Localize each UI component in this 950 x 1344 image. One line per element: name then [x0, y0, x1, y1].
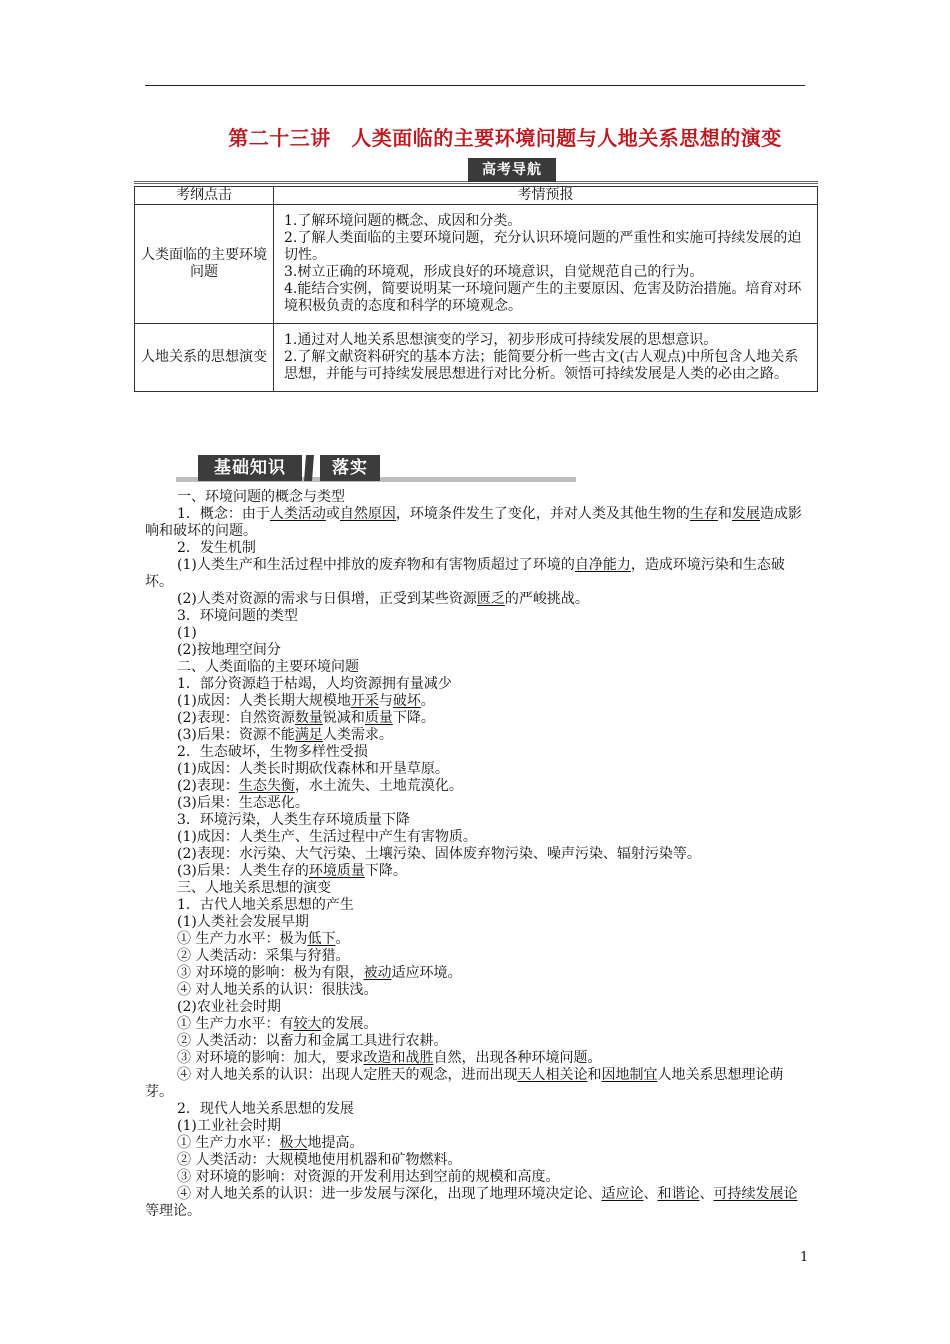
subsection-heading: 1．部分资源趋于枯竭，人均资源拥有量减少: [177, 676, 452, 692]
table-header-cell: 考情预报: [274, 187, 818, 205]
blank-answer: 环境质量: [308, 863, 365, 879]
list-item: (2)按地理空间分: [177, 642, 281, 658]
text: ③ 对环境的影响：加大，要求: [177, 1050, 364, 1066]
list-item: [145, 710, 807, 727]
text: (3)后果：人类生存的: [177, 863, 309, 879]
list-item: ③ 对环境的影响：对资源的开发利用达到空前的规模和高度。: [177, 1169, 560, 1185]
blank-answer: 破坏: [392, 693, 421, 709]
text: 下降。: [364, 863, 407, 879]
list-item: (1)工业社会时期: [177, 1118, 281, 1134]
banner-tab-basics: 基础知识: [198, 455, 302, 481]
detail-item: 2.了解文献资料研究的基本方法；能简要分析一些古文(古人观点)中所包含人地关系思想，并能与可持续发展思想进行对比分析。领悟可持续发展是人类的必由之路。: [284, 349, 799, 382]
list-item: ② 人类活动：采集与狩猎。: [177, 948, 350, 964]
section-banner: [176, 455, 576, 485]
blank-answer: 匮乏: [476, 591, 505, 607]
blank-answer: 适应论: [601, 1186, 644, 1202]
detail-item: 4.能结合实例，简要说明某一环境问题产生的主要原因、危害及防治措施。培育对环境积极负责的态度和科学的环境观念。: [284, 281, 802, 314]
page-title: 第二十三讲 人类面临的主要环境问题与人地关系思想的演变: [228, 126, 782, 150]
detail-item: 2.了解人类面临的主要环境问题，充分认识环境问题的严重性和实施可持续发展的迫切性。: [284, 230, 802, 263]
list-item: [145, 1050, 807, 1067]
detail-item: 1.通过对人地关系思想演变的学习，初步形成可持续发展的思想意识。: [284, 332, 718, 348]
text: 人类需求。: [322, 727, 393, 743]
list-item: [145, 1135, 807, 1152]
list-item: [145, 1016, 807, 1033]
list-item: (1)人类社会发展早期: [177, 914, 309, 930]
section-heading: 一、环境问题的概念与类型: [177, 489, 345, 505]
text: (2)表现：自然资源: [177, 710, 295, 726]
section-heading: 三、人地关系思想的演变: [177, 880, 331, 896]
text: 和: [587, 1067, 602, 1083]
list-item: [145, 1186, 807, 1220]
text: 的发展。: [321, 1016, 378, 1032]
list-item: (2)农业社会时期: [177, 999, 281, 1015]
blank-answer: 自然原因: [339, 506, 396, 522]
text: 、: [643, 1186, 658, 1202]
blank-answer: 较大: [293, 1016, 322, 1032]
blank-answer: 人类活动: [269, 506, 326, 522]
list-item: [145, 1067, 807, 1101]
text: 与: [378, 693, 393, 709]
table-topic-cell: 人类面临的主要环境问题: [135, 205, 274, 324]
banner-slash-icon: [302, 455, 320, 481]
text: 和: [717, 506, 732, 522]
text: (3)后果：资源不能: [177, 727, 295, 743]
list-item: (1)成因：人类长时期砍伐森林和开垦草原。: [177, 761, 449, 777]
text: 适应环境。: [391, 965, 462, 981]
table-detail-cell: [274, 324, 818, 392]
blank-answer: 生态失衡: [238, 778, 295, 794]
subsection-heading: 1．古代人地关系思想的产生: [177, 897, 354, 913]
table-detail-cell: [274, 205, 818, 324]
blank-answer: 生存: [689, 506, 718, 522]
text: 锐减和: [322, 710, 365, 726]
text: ④ 对人地关系的认识：进一步发展与深化，出现了地理环境决定论、: [177, 1186, 602, 1202]
header-rule: [145, 85, 805, 86]
list-item: [145, 693, 807, 710]
page-number: 1: [800, 1250, 809, 1265]
list-item: [145, 778, 807, 795]
blank-answer: 低下: [307, 931, 336, 947]
text: 造成影响和破坏的问题。: [145, 506, 802, 539]
list-item: ④ 对人地关系的认识：很肤浅。: [177, 982, 378, 998]
list-item: (1)成因：人类生产、生活过程中产生有害物质。: [177, 829, 477, 845]
blank-answer: 天人相关论: [517, 1067, 588, 1083]
subsection-heading: 3．环境问题的类型: [177, 608, 298, 624]
subsection-heading: 2．生态破坏，生物多样性受损: [177, 744, 368, 760]
text: (1)成因：人类长期大规模地: [177, 693, 351, 709]
text: ④ 对人地关系的认识：出现人定胜天的观念，进而出现: [177, 1067, 518, 1083]
blank-answer: 被动: [363, 965, 392, 981]
blank-answer: 极大: [279, 1135, 308, 1151]
subsection-heading: 3．环境污染，人类生存环境质量下降: [177, 812, 410, 828]
knowledge-content: [145, 489, 807, 1220]
list-item: [145, 863, 807, 880]
text: 、: [699, 1186, 714, 1202]
detail-item: 1.了解环境问题的概念、成因和分类。: [284, 213, 522, 229]
table-row: [135, 205, 818, 324]
table-header-row: [135, 187, 818, 205]
text: (1)人类生产和生活过程中排放的废弃物和有害物质超过了环境的: [177, 557, 575, 573]
table-topic-cell: 人地关系的思想演变: [135, 324, 274, 392]
list-item: [145, 727, 807, 744]
blank-answer: 数量: [294, 710, 323, 726]
paragraph: [145, 591, 807, 608]
text: 下降。: [392, 710, 435, 726]
gaokao-nav-badge: 高考导航: [468, 158, 556, 182]
text: ① 生产力水平：有: [177, 1016, 294, 1032]
text: ，水土流失、土地荒漠化。: [294, 778, 463, 794]
blank-answer: 满足: [294, 727, 323, 743]
paragraph: [145, 506, 807, 540]
list-item: ② 人类活动：大规模地使用机器和矿物燃料。: [177, 1152, 462, 1168]
table-header-cell: 考纲点击: [135, 187, 274, 205]
text: 地提高。: [307, 1135, 364, 1151]
list-item: (2)表现：水污染、大气污染、土壤污染、固体废弃物污染、噪声污染、辐射污染等。: [177, 846, 701, 862]
subsection-heading: 2．现代人地关系思想的发展: [177, 1101, 354, 1117]
blank-answer: 自净能力: [574, 557, 631, 573]
list-item: (1): [177, 625, 197, 641]
text: ③ 对环境的影响：极为有限，: [177, 965, 364, 981]
blank-answer: 改造和战胜: [363, 1050, 434, 1066]
text: 或: [325, 506, 340, 522]
text: ① 生产力水平：: [177, 1135, 280, 1151]
section-heading: 二、人类面临的主要环境问题: [177, 659, 359, 675]
list-item: ② 人类活动：以畜力和金属工具进行农耕。: [177, 1033, 448, 1049]
text: 。: [335, 931, 350, 947]
table-row: [135, 324, 818, 392]
text: ，环境条件发生了变化，并对人类及其他生物的: [395, 506, 690, 522]
detail-item: 3.树立正确的环境观，形成良好的环境意识，自觉规范自己的行为。: [284, 264, 704, 280]
text: 。: [420, 693, 435, 709]
blank-answer: 可持续发展论: [713, 1186, 798, 1202]
text: (2)表现：: [177, 778, 239, 794]
text: (2)人类对资源的需求与日俱增，正受到某些资源: [177, 591, 477, 607]
text: 1．概念：由于: [177, 506, 270, 522]
text: 等理论。: [145, 1203, 201, 1219]
banner-tab-practice: 落实: [320, 455, 380, 481]
blank-answer: 质量: [364, 710, 393, 726]
text: 的严峻挑战。: [504, 591, 589, 607]
blank-answer: 因地制宜: [601, 1067, 658, 1083]
exam-guide-table: [134, 186, 818, 392]
blank-answer: 和谐论: [657, 1186, 700, 1202]
text: ，造成环境污染和生态破坏。: [145, 557, 785, 590]
text: 人地关系思想理论萌芽。: [145, 1067, 784, 1100]
blank-answer: 开采: [350, 693, 379, 709]
subsection-heading: 2．发生机制: [177, 540, 256, 556]
text: 自然，出现各种环境问题。: [433, 1050, 602, 1066]
text: ① 生产力水平：极为: [177, 931, 308, 947]
paragraph: [145, 557, 807, 591]
blank-answer: 发展: [731, 506, 760, 522]
list-item: [145, 931, 807, 948]
list-item: (3)后果：生态恶化。: [177, 795, 309, 811]
list-item: [145, 965, 807, 982]
